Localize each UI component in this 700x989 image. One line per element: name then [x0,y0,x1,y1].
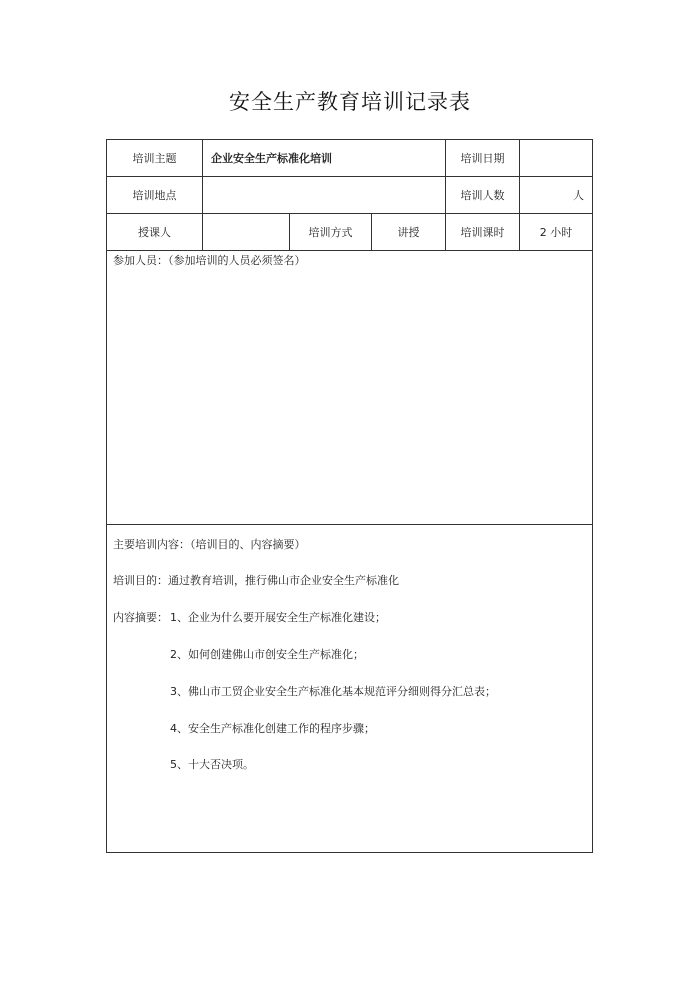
summary-item-3: 3、佛山市工贸企业安全生产标准化基本规范评分细则得分汇总表； [170,685,496,698]
training-record-form [106,139,593,853]
location-label: 培训地点 [132,189,177,202]
content-heading: 主要培训内容：（培训目的、内容摘要） [113,538,306,551]
summary-item-5: 5、十大否决项。 [170,758,254,771]
method-label: 培训方式 [308,226,353,239]
count-unit[interactable]: 人 [573,189,584,202]
training-purpose: 培训目的：通过教育培训，推行佛山市企业安全生产标准化 [113,574,399,587]
summary-item-4: 4、安全生产标准化创建工作的程序步骤； [170,722,375,735]
summary-item-2: 2、如何创建佛山市创安全生产标准化； [170,648,364,661]
page-title: 安全生产教育培训记录表 [229,90,471,114]
method-value[interactable]: 讲授 [397,226,420,239]
row-divider [107,250,592,251]
instructor-label: 授课人 [138,226,171,239]
participants-label: 参加人员：（参加培训的人员必须签名） [113,254,306,267]
hours-label: 培训课时 [460,226,505,239]
participants-signature-area[interactable] [107,268,592,523]
topic-value[interactable]: 企业安全生产标准化培训 [211,152,332,165]
section-divider [107,524,592,525]
hours-value[interactable]: 2 小时 [539,226,573,239]
summary-item-1: 1、企业为什么要开展安全生产标准化建设； [170,611,386,624]
date-field[interactable] [520,140,592,176]
date-label: 培训日期 [460,152,505,165]
topic-label: 培训主题 [132,152,177,165]
instructor-field[interactable] [203,214,289,250]
summary-label: 内容摘要： [113,611,168,624]
count-label: 培训人数 [460,189,505,202]
location-field[interactable] [203,177,445,213]
